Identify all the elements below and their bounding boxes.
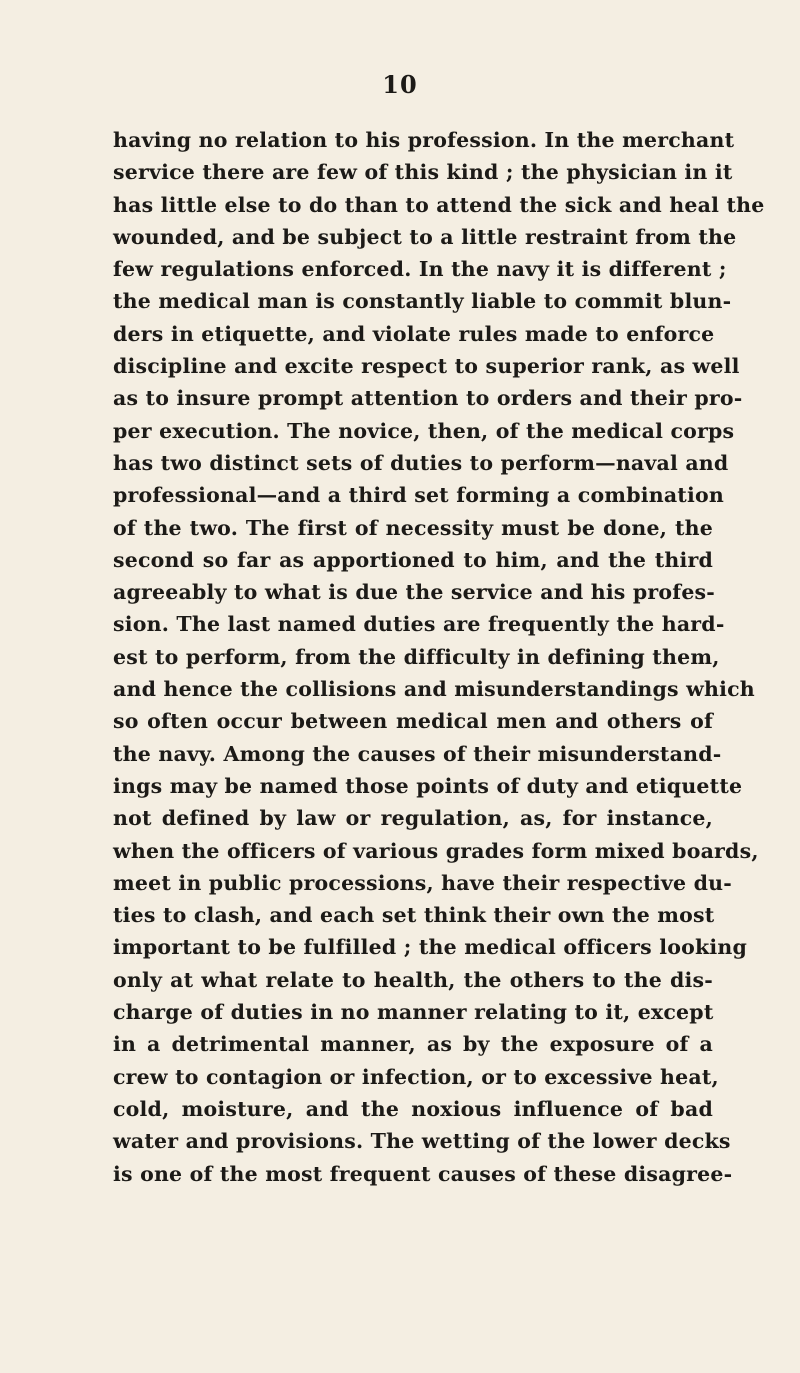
text-line: the navy. Among the causes of their misunderstand- bbox=[113, 741, 722, 766]
text-line: sion. The last named duties are frequently the hard- bbox=[113, 612, 725, 637]
text-line: only at what relate to health, the others to the dis- bbox=[113, 967, 713, 992]
text-line: service there are few of this kind ; the physician in it bbox=[113, 160, 733, 185]
text-line: est to perform, from the difficulty in defining them, bbox=[113, 644, 720, 669]
text-line: having no relation to his profession. In the merchant bbox=[113, 128, 735, 152]
text-line: of the two. The first of necessity must be done, the bbox=[113, 515, 713, 540]
text-line: the medical man is constantly liable to commit blun- bbox=[113, 289, 732, 314]
page-number: 10 bbox=[382, 70, 418, 99]
text-line: ings may be named those points of duty and etiquette bbox=[113, 773, 743, 798]
text-line: ders in etiquette, and violate rules made to enforce bbox=[113, 321, 715, 346]
text-line: crew to contagion or infection, or to excessive heat, bbox=[113, 1064, 719, 1089]
text-line: ties to clash, and each set think their own the most bbox=[113, 903, 715, 928]
text-line: agreeably to what is due the service and his profes- bbox=[113, 580, 716, 605]
text-line: charge of duties in no manner relating to it, except bbox=[113, 1000, 714, 1025]
text-line: few regulations enforced. In the navy it is different ; bbox=[113, 257, 727, 282]
text-line: second so far as apportioned to him, and the third bbox=[113, 547, 713, 572]
text-line: and hence the collisions and misunderstandings which bbox=[113, 677, 755, 702]
text-line: cold, moisture, and the noxious influence of bad bbox=[113, 1096, 713, 1121]
text-line: not defined by law or regulation, as, for instance, bbox=[113, 806, 713, 831]
text-line: discipline and excite respect to superior rank, as well bbox=[113, 354, 740, 379]
text-line: per execution. The novice, then, of the medical corps bbox=[113, 418, 735, 443]
text-line: has little else to do than to attend the sick and heal the bbox=[113, 192, 765, 217]
text-line: when the officers of various grades form mixed boards, bbox=[113, 838, 759, 863]
text-line: in a detrimental manner, as by the exposure of a bbox=[113, 1032, 713, 1057]
text-line: has two distinct sets of duties to perform—naval and bbox=[113, 450, 729, 475]
text-line: important to be fulfilled ; the medical officers looking bbox=[113, 935, 748, 960]
text-line: wounded, and be subject to a little restraint from the bbox=[113, 224, 737, 249]
text-line: meet in public processions, have their respective du- bbox=[113, 870, 732, 895]
body-text bbox=[113, 124, 765, 1190]
text-line: professional—and a third set forming a combination bbox=[113, 483, 724, 508]
text-line: water and provisions. The wetting of the lower decks bbox=[113, 1129, 731, 1154]
text-line: is one of the most frequent causes of these disagree- bbox=[113, 1161, 733, 1186]
text-line: as to insure prompt attention to orders and their pro- bbox=[113, 386, 743, 411]
text-line: so often occur between medical men and others of bbox=[113, 709, 713, 734]
